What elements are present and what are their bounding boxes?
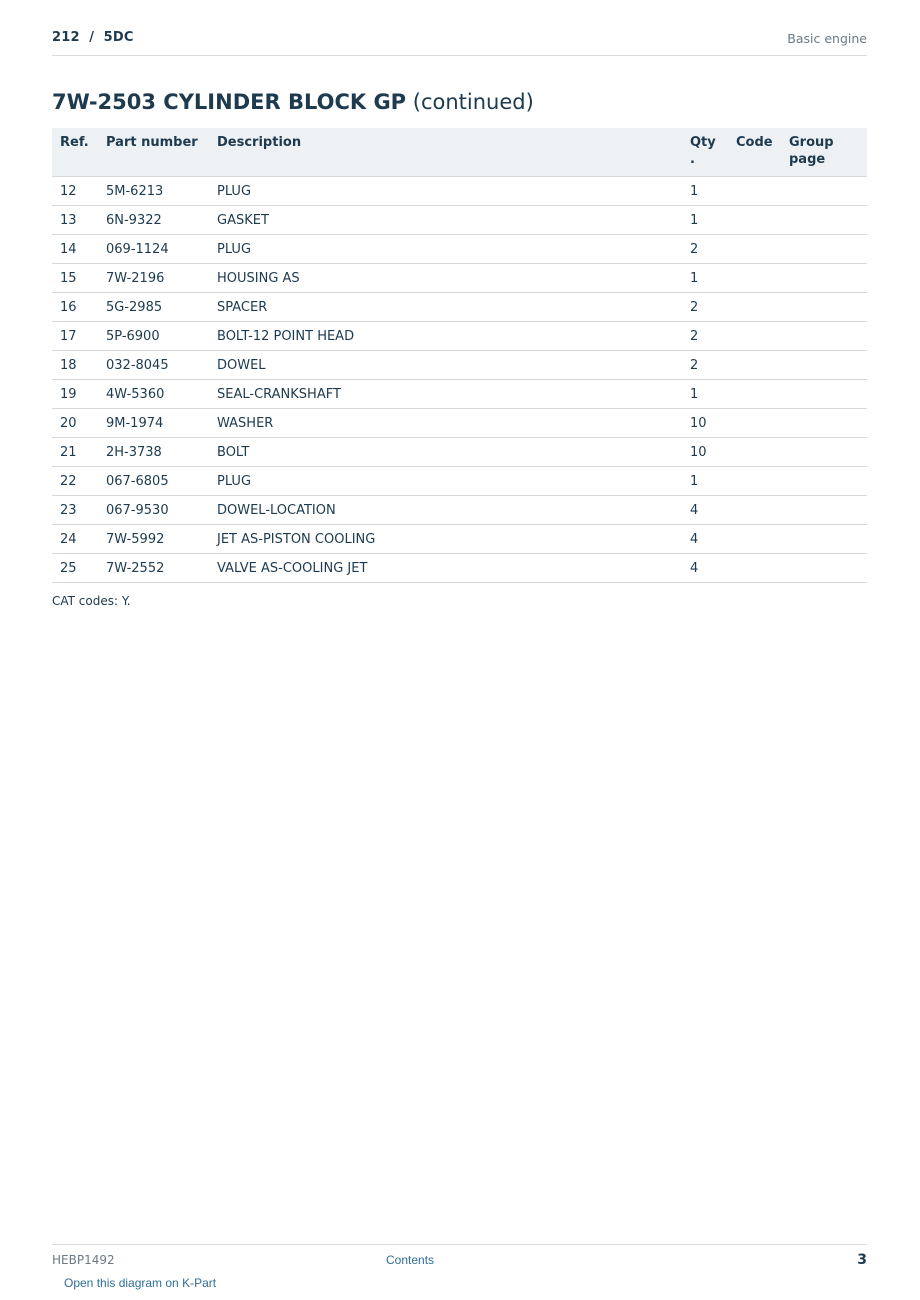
cell-qty: 1 bbox=[682, 467, 728, 496]
page-header bbox=[52, 28, 867, 56]
parts-table bbox=[52, 128, 867, 583]
cell-description: PLUG bbox=[209, 235, 682, 264]
cell-qty: 10 bbox=[682, 438, 728, 467]
cell-group-page bbox=[781, 380, 867, 409]
column-header-code: Code bbox=[728, 128, 781, 177]
cell-ref: 18 bbox=[52, 351, 98, 380]
cell-ref: 17 bbox=[52, 322, 98, 351]
cell-qty: 10 bbox=[682, 409, 728, 438]
document-id: HEBP1492 bbox=[52, 1253, 115, 1267]
cell-code bbox=[728, 235, 781, 264]
column-header-qty-line2: . bbox=[690, 152, 695, 167]
cell-group-page bbox=[781, 467, 867, 496]
title-group-name: 7W-2503 CYLINDER BLOCK GP bbox=[52, 90, 407, 114]
cell-part-number: 9M-1974 bbox=[98, 409, 209, 438]
table-row bbox=[52, 467, 867, 496]
cell-description: SPACER bbox=[209, 293, 682, 322]
cell-group-page bbox=[781, 235, 867, 264]
column-header-part-number: Part number bbox=[98, 128, 209, 177]
table-row bbox=[52, 380, 867, 409]
cell-code bbox=[728, 351, 781, 380]
column-header-group-line2: page bbox=[789, 152, 826, 167]
cell-code bbox=[728, 554, 781, 583]
cell-group-page bbox=[781, 177, 867, 206]
cell-group-page bbox=[781, 496, 867, 525]
table-row bbox=[52, 177, 867, 206]
cell-description: DOWEL-LOCATION bbox=[209, 496, 682, 525]
table-row bbox=[52, 351, 867, 380]
cell-part-number: 5M-6213 bbox=[98, 177, 209, 206]
cell-ref: 19 bbox=[52, 380, 98, 409]
cell-qty: 2 bbox=[682, 293, 728, 322]
cell-ref: 16 bbox=[52, 293, 98, 322]
cell-qty: 2 bbox=[682, 235, 728, 264]
column-header-ref: Ref. bbox=[52, 128, 98, 177]
cell-description: SEAL-CRANKSHAFT bbox=[209, 380, 682, 409]
cell-description: GASKET bbox=[209, 206, 682, 235]
cell-code bbox=[728, 380, 781, 409]
column-header-group-page bbox=[781, 128, 867, 177]
cell-part-number: 5G-2985 bbox=[98, 293, 209, 322]
cell-code bbox=[728, 177, 781, 206]
cell-description: PLUG bbox=[209, 177, 682, 206]
cell-group-page bbox=[781, 525, 867, 554]
section-name: Basic engine bbox=[787, 31, 867, 46]
cell-code bbox=[728, 206, 781, 235]
cell-code bbox=[728, 496, 781, 525]
cell-description: JET AS-PISTON COOLING bbox=[209, 525, 682, 554]
cell-part-number: 032-8045 bbox=[98, 351, 209, 380]
cell-group-page bbox=[781, 206, 867, 235]
cell-description: DOWEL bbox=[209, 351, 682, 380]
cell-ref: 25 bbox=[52, 554, 98, 583]
column-header-qty bbox=[682, 128, 728, 177]
cell-part-number: 4W-5360 bbox=[98, 380, 209, 409]
cell-group-page bbox=[781, 293, 867, 322]
table-row bbox=[52, 264, 867, 293]
table-row bbox=[52, 235, 867, 264]
cell-ref: 20 bbox=[52, 409, 98, 438]
cell-part-number: 6N-9322 bbox=[98, 206, 209, 235]
cell-qty: 1 bbox=[682, 264, 728, 293]
cell-part-number: 7W-2196 bbox=[98, 264, 209, 293]
cell-part-number: 7W-5992 bbox=[98, 525, 209, 554]
cell-group-page bbox=[781, 438, 867, 467]
cell-description: PLUG bbox=[209, 467, 682, 496]
table-row bbox=[52, 206, 867, 235]
cell-part-number: 5P-6900 bbox=[98, 322, 209, 351]
cell-qty: 4 bbox=[682, 554, 728, 583]
cell-qty: 2 bbox=[682, 351, 728, 380]
breadcrumb: 212 / 5DC bbox=[52, 30, 134, 45]
cell-ref: 23 bbox=[52, 496, 98, 525]
parts-table-body bbox=[52, 177, 867, 583]
cell-group-page bbox=[781, 409, 867, 438]
title-suffix: (continued) bbox=[406, 90, 534, 114]
cell-code bbox=[728, 525, 781, 554]
cell-qty: 4 bbox=[682, 525, 728, 554]
cell-qty: 1 bbox=[682, 177, 728, 206]
cell-ref: 24 bbox=[52, 525, 98, 554]
cell-qty: 1 bbox=[682, 380, 728, 409]
cell-qty: 4 bbox=[682, 496, 728, 525]
cell-ref: 13 bbox=[52, 206, 98, 235]
cell-part-number: 7W-2552 bbox=[98, 554, 209, 583]
table-row bbox=[52, 293, 867, 322]
table-header-row bbox=[52, 128, 867, 177]
open-kpart-link[interactable]: Open this diagram on K-Part bbox=[64, 1276, 217, 1290]
cell-group-page bbox=[781, 554, 867, 583]
table-row bbox=[52, 438, 867, 467]
cell-qty: 1 bbox=[682, 206, 728, 235]
table-row bbox=[52, 496, 867, 525]
cat-codes-note: CAT codes: Y. bbox=[52, 594, 131, 608]
cell-part-number: 067-9530 bbox=[98, 496, 209, 525]
cell-description: BOLT-12 POINT HEAD bbox=[209, 322, 682, 351]
cell-code bbox=[728, 409, 781, 438]
cell-qty: 2 bbox=[682, 322, 728, 351]
cell-ref: 22 bbox=[52, 467, 98, 496]
table-row bbox=[52, 322, 867, 351]
column-header-group-line1: Group bbox=[789, 135, 834, 150]
cell-ref: 14 bbox=[52, 235, 98, 264]
cell-code bbox=[728, 293, 781, 322]
cell-group-page bbox=[781, 264, 867, 293]
cell-group-page bbox=[781, 351, 867, 380]
column-header-description: Description bbox=[209, 128, 682, 177]
table-row bbox=[52, 554, 867, 583]
page-footer bbox=[52, 1244, 867, 1275]
cell-description: HOUSING AS bbox=[209, 264, 682, 293]
cell-ref: 12 bbox=[52, 177, 98, 206]
cell-code bbox=[728, 467, 781, 496]
cell-group-page bbox=[781, 322, 867, 351]
cell-description: BOLT bbox=[209, 438, 682, 467]
cell-description: VALVE AS-COOLING JET bbox=[209, 554, 682, 583]
column-header-qty-line1: Qty bbox=[690, 135, 716, 150]
cell-code bbox=[728, 438, 781, 467]
cell-part-number: 2H-3738 bbox=[98, 438, 209, 467]
table-row bbox=[52, 409, 867, 438]
cell-part-number: 067-6805 bbox=[98, 467, 209, 496]
page-number: 3 bbox=[857, 1252, 867, 1268]
table-row bbox=[52, 525, 867, 554]
contents-link[interactable]: Contents bbox=[386, 1253, 435, 1267]
cell-part-number: 069-1124 bbox=[98, 235, 209, 264]
cell-ref: 15 bbox=[52, 264, 98, 293]
page-title bbox=[52, 90, 534, 114]
cell-code bbox=[728, 322, 781, 351]
cell-ref: 21 bbox=[52, 438, 98, 467]
cell-code bbox=[728, 264, 781, 293]
cell-description: WASHER bbox=[209, 409, 682, 438]
